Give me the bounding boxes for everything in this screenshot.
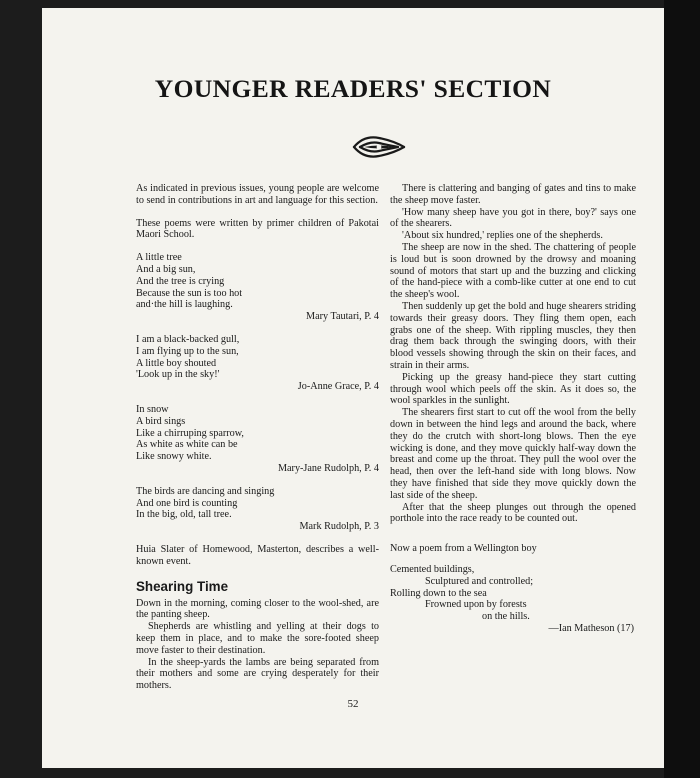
story-paragraph: The shearers first start to cut off the wool from the belly down in between the hind legs and around the back, where they do the crutch with short-long blows. Then the eye wicking is done, and they move quickly half-way down the breast and come up the throat. They pull the wool over the head, then over the left-hand side with long blows. Now they have finished that side they move quickly down the last side of the sheep. bbox=[390, 407, 636, 501]
poem-line: Like snowy white. bbox=[136, 451, 212, 463]
poem-line: Frowned upon by forests bbox=[425, 599, 527, 611]
page bbox=[42, 8, 664, 768]
poem-line: A little tree bbox=[136, 252, 182, 264]
story-paragraph: Down in the morning, coming closer to the wool-shed, are the panting sheep. bbox=[136, 597, 379, 621]
story-paragraph: 'About six hundred,' replies one of the shepherds. bbox=[402, 230, 603, 242]
story-paragraph: Then suddenly up get the bold and huge shearers striding towards their greasy doors. They fling them open, each grabs one of the sheep. With rippling muscles, they then drag them back through the swinging doors, with their blood vessels showing through the skin on their faces, and strain in their arms. bbox=[390, 300, 636, 371]
poem-author: Mary-Jane Rudolph, P. 4 bbox=[277, 462, 379, 474]
intro-paragraph: As indicated in previous issues, young people are welcome to send in contributions in art and language for this section. bbox=[136, 183, 379, 206]
poem-line: The birds are dancing and singing bbox=[136, 485, 275, 497]
poem-line: and·the hill is laughing. bbox=[136, 299, 233, 311]
huia-intro: Huia Slater of Homewood, Masterton, describes a well-known event. bbox=[136, 543, 379, 567]
poem-line: And a big sun, bbox=[136, 263, 196, 275]
poem-line: 'Look up in the sky!' bbox=[136, 369, 220, 381]
decorative-ornament-icon bbox=[350, 132, 408, 162]
poem-line: In snow bbox=[136, 403, 169, 415]
section-title: YOUNGER READERS' SECTION bbox=[154, 74, 552, 103]
wellington-intro: Now a poem from a Wellington boy bbox=[390, 543, 537, 555]
poem-line: A bird sings bbox=[136, 415, 186, 427]
poem-author: —Ian Matheson (17) bbox=[548, 622, 634, 634]
poem-line: Cemented buildings, bbox=[390, 563, 475, 575]
poem-line: on the hills. bbox=[482, 611, 530, 623]
story-heading: Shearing Time bbox=[136, 578, 229, 594]
poem-line: As white as white can be bbox=[136, 439, 238, 451]
poem-author: Mary Tautari, P. 4 bbox=[306, 311, 379, 323]
story-paragraph: After that the sheep plunges out through the opened porthole into the race ready to be counted out. bbox=[390, 501, 636, 525]
right-column bbox=[390, 183, 636, 635]
story-paragraph: Shepherds are whistling and yelling at their dogs to keep them in place, and to make the sore-footed sheep move faster to their destination. bbox=[136, 621, 379, 656]
poem-line: Like a chirruping sparrow, bbox=[136, 427, 244, 439]
story-paragraph: The sheep are now in the shed. The chattering of people is loud but is soon drowned by the drowsy and moaning sound of motors that start up and the buzzing and clicking of the hand-piece with a comb-like cutter at one end to cut the sheep's wool. bbox=[390, 241, 636, 301]
scan-edge bbox=[664, 0, 700, 778]
poem-line: Because the sun is too hot bbox=[136, 287, 243, 299]
poem-line: I am a black-backed gull, bbox=[136, 333, 240, 345]
story-paragraph: 'How many sheep have you got in there, boy?' says one of the shearers. bbox=[390, 206, 636, 230]
page-number: 52 bbox=[347, 698, 359, 710]
poem-line: And one bird is counting bbox=[136, 497, 238, 509]
poem-line: I am flying up to the sun, bbox=[136, 345, 239, 357]
poem-line: In the big, old, tall tree. bbox=[136, 509, 232, 521]
poem-line: Sculptured and controlled; bbox=[425, 575, 534, 587]
poems-intro: These poems were written by primer children of Pakotai Maori School. bbox=[136, 217, 379, 241]
poem-author: Jo-Anne Grace, P. 4 bbox=[297, 381, 379, 393]
poem bbox=[136, 252, 379, 323]
poem bbox=[136, 486, 379, 533]
poem bbox=[136, 404, 379, 475]
story-paragraph: There is clattering and banging of gates and tins to make the sheep move faster. bbox=[390, 183, 636, 206]
left-column bbox=[136, 183, 379, 692]
poem bbox=[136, 334, 379, 393]
poem-author: Mark Rudolph, P. 3 bbox=[299, 521, 379, 533]
wellington-poem bbox=[390, 564, 636, 635]
story-paragraph: Picking up the greasy hand-piece they start cutting through wool which peels off the skin. As it does so, the wool sparkles in the sunlight. bbox=[390, 371, 636, 407]
poem-line: A little boy shouted bbox=[136, 357, 217, 369]
poem-line: Rolling down to the sea bbox=[390, 587, 487, 599]
poem-line: And the tree is crying bbox=[136, 275, 225, 287]
story-paragraph: In the sheep-yards the lambs are being separated from their mothers and some are crying desperately for their mothers. bbox=[136, 656, 379, 692]
